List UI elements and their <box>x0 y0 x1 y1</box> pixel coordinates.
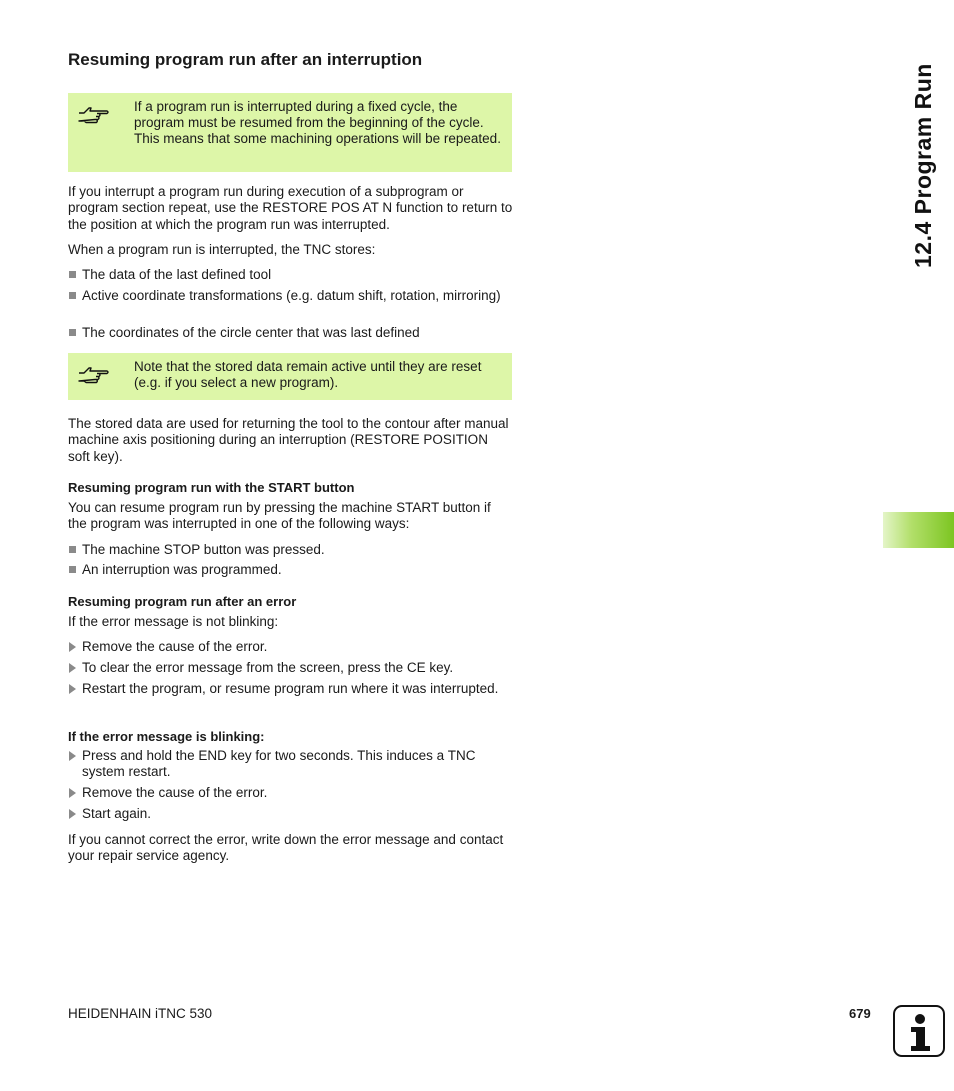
paragraph: If you interrupt a program run during execution of a subprogram or program section repeat, use the RESTORE POS AT N function to return to the position at which the program run was interrupted. <box>68 184 513 232</box>
subheading: Resuming program run after an error <box>68 594 297 609</box>
triangle-bullet-icon <box>69 809 76 819</box>
paragraph: You can resume program run by pressing the machine START button if the program was interrupted in one of the following ways: <box>68 500 491 532</box>
square-bullet-icon <box>69 566 76 573</box>
square-bullet-icon <box>69 292 76 299</box>
note-box <box>68 353 512 400</box>
triangle-bullet-icon <box>69 684 76 694</box>
square-bullet-icon <box>69 546 76 553</box>
subheading: If the error message is blinking: <box>68 729 265 744</box>
square-bullet-icon <box>69 271 76 278</box>
triangle-bullet-icon <box>69 642 76 652</box>
paragraph: When a program run is interrupted, the TNC stores: <box>68 242 376 257</box>
section-title: Resuming program run after an interruption <box>68 50 423 69</box>
chapter-tab <box>883 512 954 548</box>
subheading: Resuming program run with the START button <box>68 480 355 495</box>
pointing-hand-icon <box>78 365 110 387</box>
page-number: 679 <box>849 1006 871 1021</box>
info-icon <box>893 1005 945 1057</box>
note-box <box>68 93 512 172</box>
triangle-bullet-icon <box>69 663 76 673</box>
pointing-hand-icon <box>78 105 110 127</box>
paragraph: If the error message is not blinking: <box>68 614 279 629</box>
triangle-bullet-icon <box>69 751 76 761</box>
note-text: Note that the stored data remain active until they are reset (e.g. if you select a new program). <box>134 359 482 390</box>
square-bullet-icon <box>69 329 76 336</box>
note-text: If a program run is interrupted during a fixed cycle, the program must be resumed from the beginning of the cycle. This means that some machining operations will be repeated. <box>134 99 501 146</box>
triangle-bullet-icon <box>69 788 76 798</box>
paragraph: The stored data are used for returning the tool to the contour after manual machine axis positioning during an interruption (RESTORE POSITION soft key). <box>68 416 509 464</box>
footer-manual-name: HEIDENHAIN iTNC 530 <box>68 1006 213 1021</box>
paragraph: If you cannot correct the error, write down the error message and contact your repair service agency. <box>68 832 504 864</box>
